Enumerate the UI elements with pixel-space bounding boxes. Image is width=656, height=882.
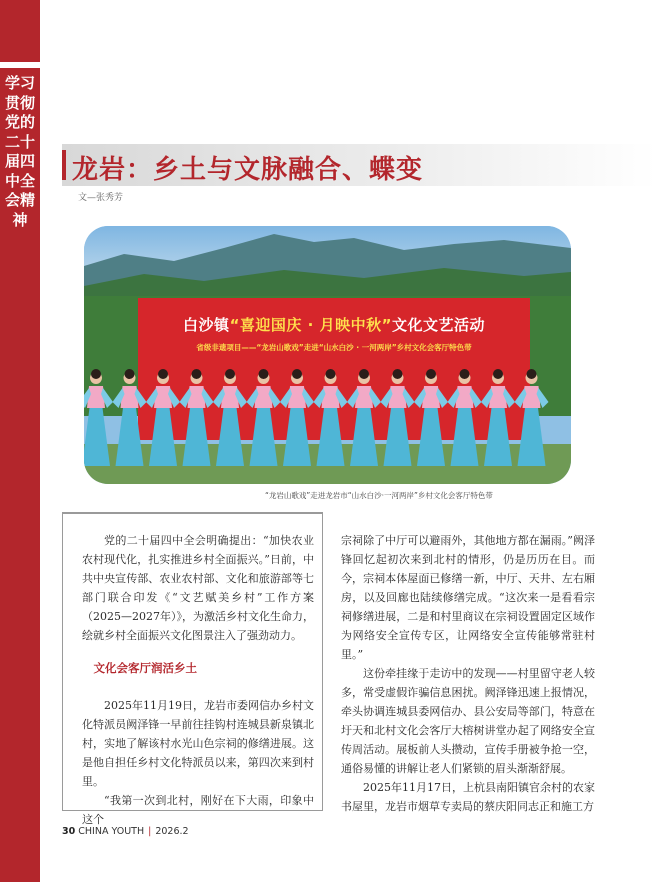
article-photo xyxy=(84,226,571,484)
dancer-figure xyxy=(448,369,482,466)
article-title: 龙岩：乡土与文脉融合、蝶变 xyxy=(72,155,424,185)
magazine-name: CHINA YOUTH xyxy=(78,826,145,837)
dancer-figure xyxy=(347,369,381,466)
side-strip xyxy=(0,0,40,882)
dancers-group xyxy=(84,226,571,484)
paragraph: 这份牵挂缘于走访中的发现——村里留守老人较多，常受虚假诈骗信息困扰。阙泽锋迅速上报情况，牵头协调连城县委网信办、县公安局等部门，特意在圩天和北村文化会客厅大榕树讲堂办起了网络安全宣传周活动。展板前人头攒动，宣传手册被争抢一空，通俗易懂的讲解让老人们紧锁的眉头渐渐舒展。 xyxy=(341,667,595,775)
page-footer: 30 CHINA YOUTH | 2026.2 xyxy=(62,826,189,837)
section-heading: 文化会客厅润活乡土 xyxy=(93,661,197,675)
dancer-figure xyxy=(381,369,415,466)
dancer-figure xyxy=(113,369,147,466)
dancer-figure xyxy=(280,369,314,466)
paragraph: 2025年11月19日，龙岩市委网信办乡村文化特派员阙泽锋一早前往挂钩村连城县新泉镇北村，实地了解该村水光山色宗祠的修缮进展。这是他自担任乡村文化特派员以来，第四次来到村里。 xyxy=(82,699,314,788)
side-top-block xyxy=(0,0,40,62)
dancer-figure xyxy=(146,369,180,466)
paragraph: “我第一次到北村，刚好在下大雨，印象中这个 xyxy=(82,794,314,826)
dancer-figure xyxy=(213,369,247,466)
paragraph: 宗祠除了中厅可以避雨外，其他地方都在漏雨。”阙泽锋回忆起初次来到北村的情形，仍是历历在目。而今，宗祠本体屋面已修缮一新，中厅、天井、左右厢房，以及回廊也陆续修缮完成。“这次来一是看看宗祠修缮进展，二是和村里商议在宗祠设置固定区域作为网络安全宣传专区，让网络安全宣传能够常驻村里。” xyxy=(341,534,595,661)
photo-caption: “龙岩山歌戏”走进龙岩市“山水白沙·一河两岸”乡村文化会客厅特色带 xyxy=(265,491,493,500)
paragraph: 党的二十届四中全会明确提出：“加快农业农村现代化，扎实推进乡村全面振兴。”日前，中共中央宣传部、农业农村部、文化和旅游部等七部门联合印发《“文艺赋美乡村”工作方案（2025—2027年）》，为激活乡村文化生命力，绘就乡村全面振兴文化图景注入了强劲动力。 xyxy=(82,534,314,642)
dancer-figure xyxy=(515,369,549,466)
byline: 文—张秀芳 xyxy=(78,193,124,203)
dancer-figure xyxy=(414,369,448,466)
paragraph: 2025年11月17日，上杭县南阳镇官余村的农家书屋里，龙岩市烟草专卖局的蔡庆阳同志正和施工方 xyxy=(341,781,595,813)
right-column xyxy=(341,531,595,816)
event-banner: 白沙镇“喜迎国庆 · 月映中秋”文化文艺活动 省级非遗项目——“龙岩山歌戏”走进“山水白沙 · 一河两岸”乡村文化会客厅特色带 xyxy=(138,298,530,440)
dancer-figure xyxy=(84,369,113,466)
issue-number: 2026.2 xyxy=(155,826,189,837)
dancer-figure xyxy=(481,369,515,466)
page-number: 30 xyxy=(62,826,76,837)
dancer-figure xyxy=(180,369,214,466)
dancer-figure xyxy=(247,369,281,466)
left-column xyxy=(82,531,314,829)
column-label: 学习贯彻党的二十届四中全会精神 xyxy=(5,74,36,229)
dancer-figure xyxy=(314,369,348,466)
